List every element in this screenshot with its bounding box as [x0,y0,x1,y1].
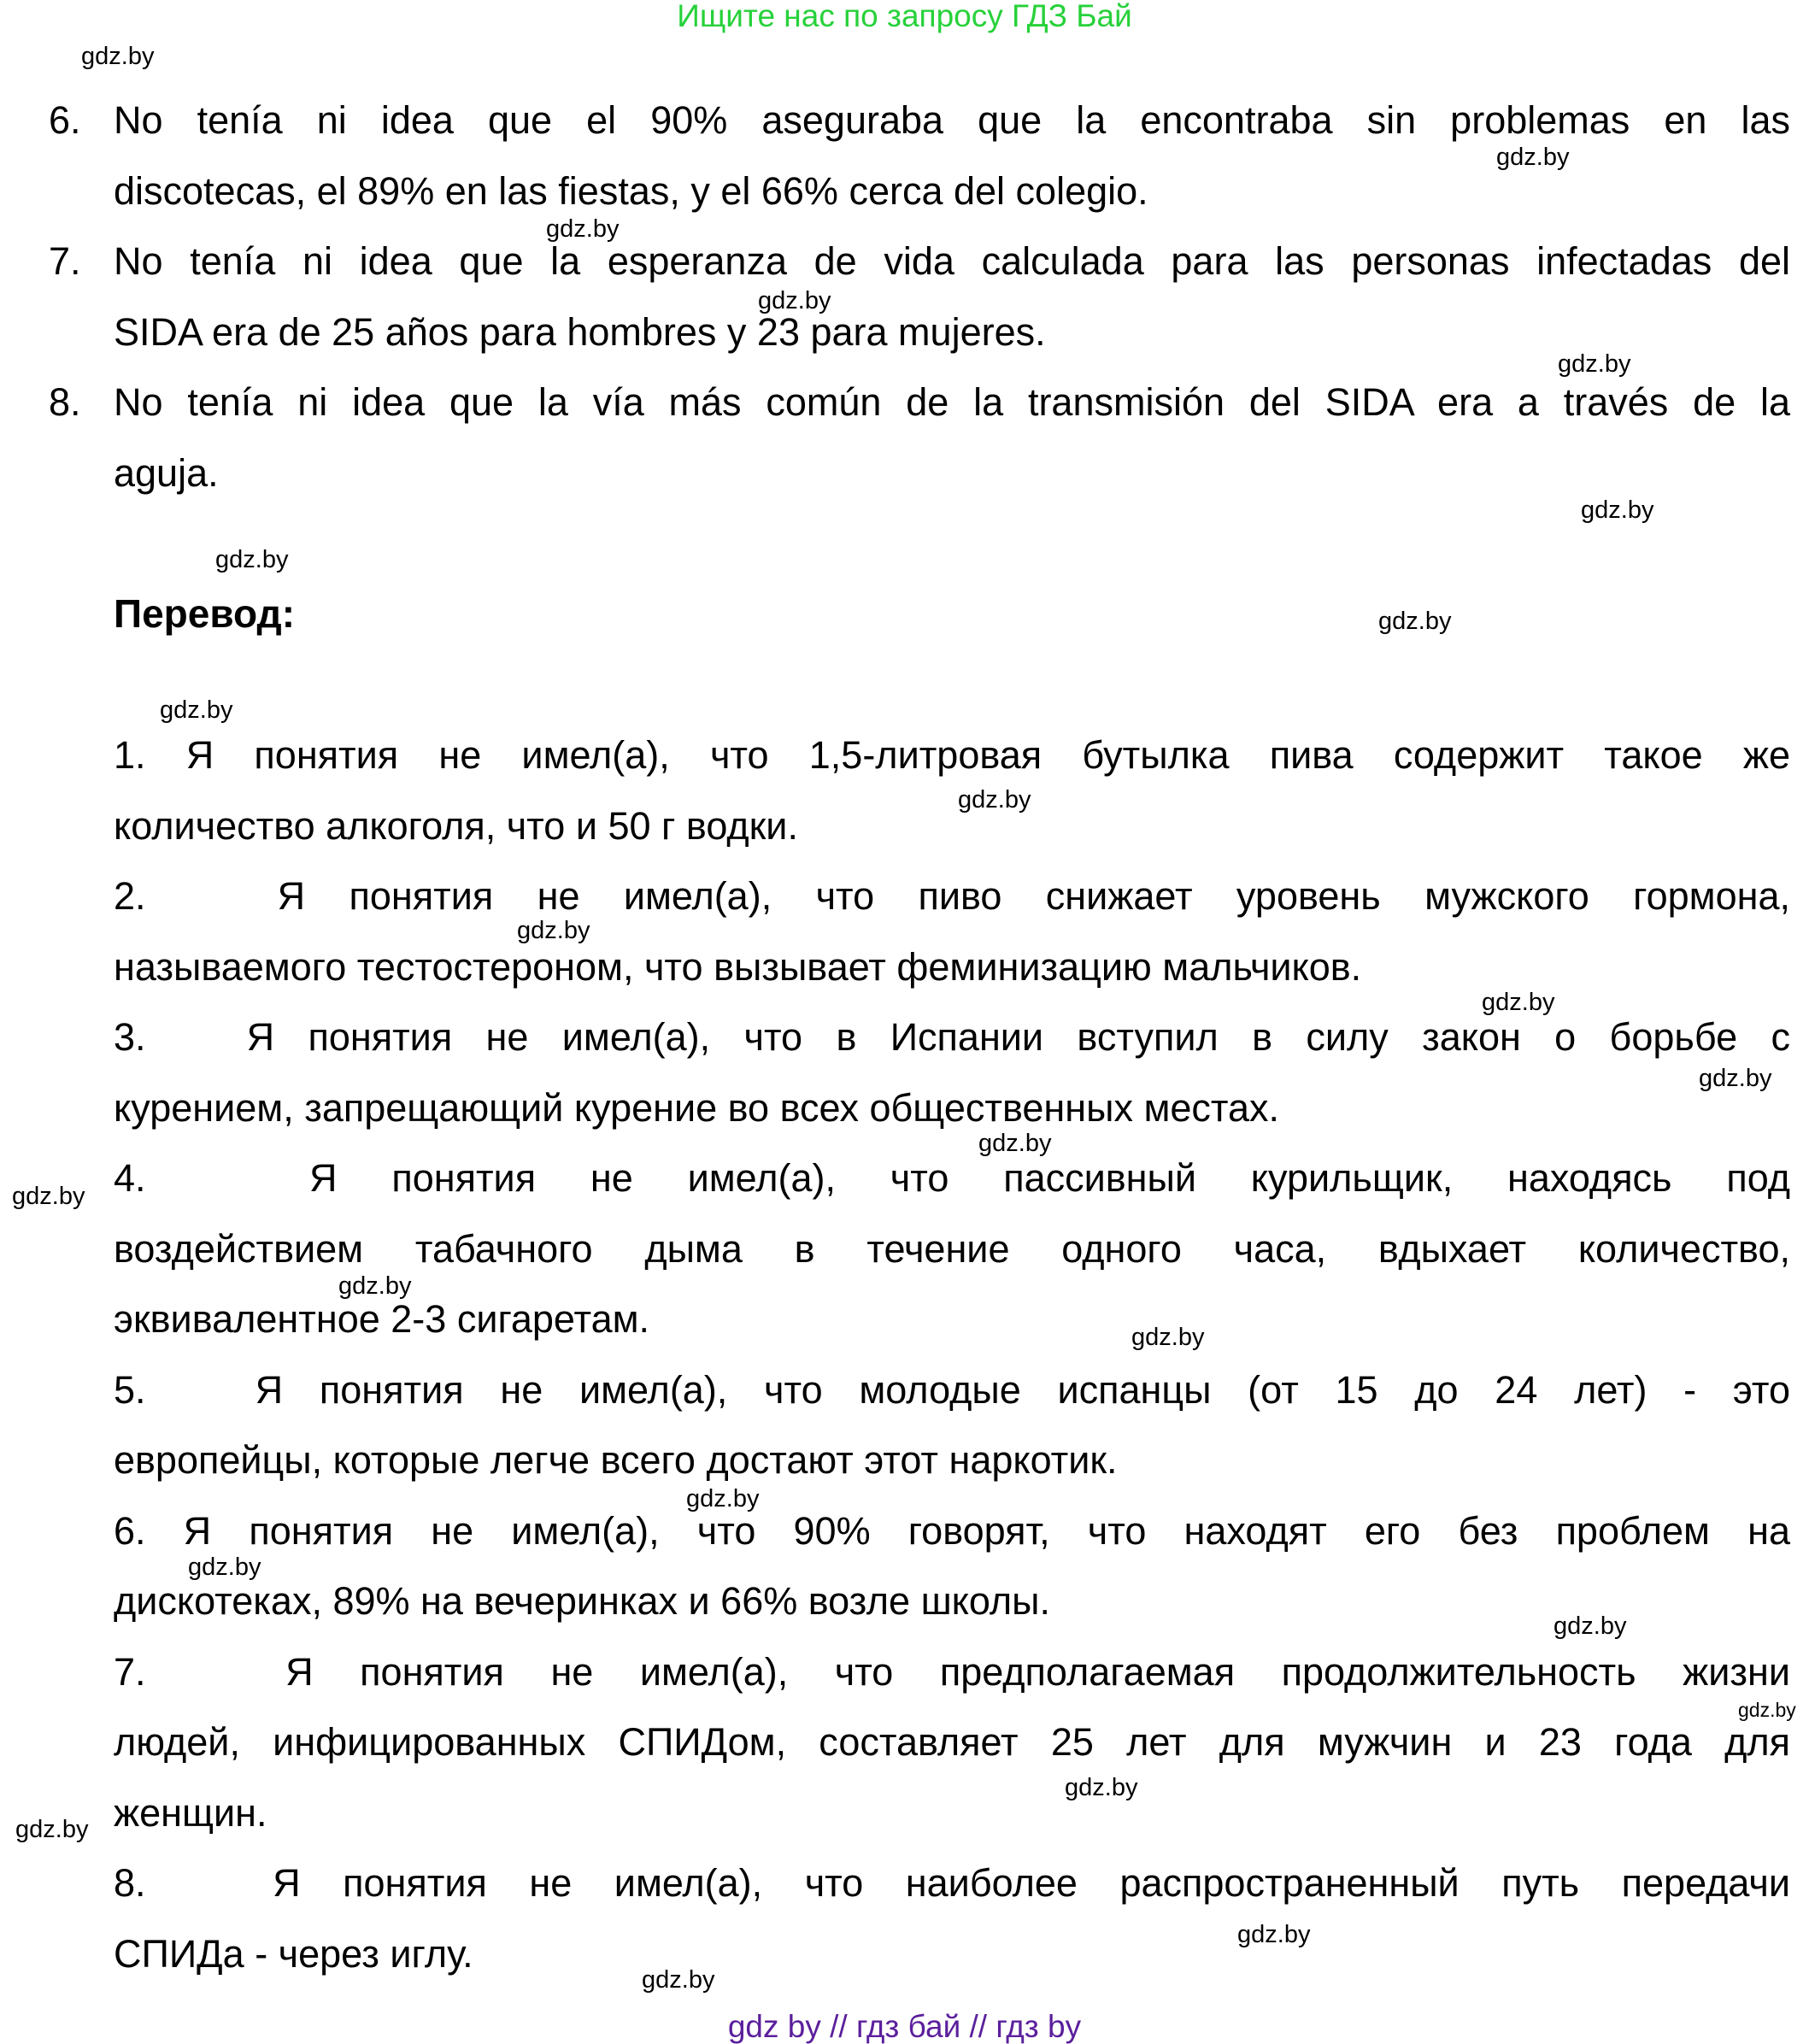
text-line: людей, инфицированных СПИДом, составляет 25 лет для мужчин и 23 года для [114,1720,1790,1764]
text-line: курением, запрещающий курение во всех общественных местах. [114,1085,1280,1130]
footer-links[interactable]: gdz by // гдз бай // гдз by [727,2009,1082,2044]
watermark: gdz.by [1482,989,1555,1016]
text-line: 1. Я понятия не имел(а), что 1,5-литровая бутылка пива содержит такое же [114,733,1790,777]
watermark: gdz.by [338,1272,412,1300]
text-line: aguja. [114,450,219,495]
translation-item [114,1637,1790,1849]
watermark: gdz.by [958,786,1031,813]
translation-title: Перевод: [114,591,296,636]
watermark: gdz.by [1237,1921,1311,1948]
spanish-item [49,367,1790,508]
watermark: gdz.by [188,1554,261,1581]
watermark: gdz.by [546,215,620,243]
item-number: 7. [49,239,81,283]
text-line: 3. Я понятия не имел(а), что в Испании вступил в силу закон о борьбе с [114,1015,1790,1059]
watermark: gdz.by [1558,350,1631,378]
text-line: discotecas, el 89% en las fiestas, y el 66% cerca del colegio. [114,168,1148,213]
translation-item [114,1143,1790,1355]
watermark: gdz.by [686,1485,760,1512]
watermark: gdz.by [642,1966,715,1994]
translation-item [114,1496,1790,1637]
watermark: gdz.by [1131,1324,1205,1351]
watermark: gdz.by [1738,1699,1796,1721]
search-hint-banner: Ищите нас по запросу ГДЗ Бай [677,0,1132,33]
text-line: СПИДа - через иглу. [114,1931,473,1976]
watermark: gdz.by [978,1130,1052,1157]
translation-item [114,720,1790,861]
translation-items [114,720,1790,1989]
text-line: 2. Я понятия не имел(а), что пиво снижает уровень мужского гормона, [114,874,1790,918]
watermark: gdz.by [1496,144,1570,171]
translation-item [114,1355,1790,1496]
item-number: 6. [49,98,81,142]
text-line: дискотеках, 89% на вечеринках и 66% возле школы. [114,1579,1051,1623]
translation-item [114,1002,1790,1143]
watermark: gdz.by [1699,1065,1772,1092]
watermark: gdz.by [517,917,590,944]
text-line: количество алкоголя, что и 50 г водки. [114,803,798,848]
watermark: gdz.by [12,1183,85,1210]
text-line: европейцы, которые легче всего достают этот наркотик. [114,1438,1118,1482]
text-line: 6. Я понятия не имел(а), что 90% говорят, что находят его без проблем на [114,1508,1790,1553]
text-line: 7. Я понятия не имел(а), что предполагаемая продолжительность жизни [114,1649,1790,1694]
text-line: No tenía ni idea que la vía más común de la transmisión del SIDA era a través de la [114,380,1790,424]
text-line: 8. Я понятия не имел(а), что наиболее распространенный путь передачи [114,1861,1790,1905]
watermark: gdz.by [1581,496,1654,524]
spanish-item [49,226,1790,367]
text-line: называемого тестостероном, что вызывает феминизацию мальчиков. [114,944,1362,989]
translation-item [114,1848,1790,1989]
item-number: 8. [49,380,81,424]
watermark: gdz.by [215,546,289,573]
translation-item [114,861,1790,1002]
text-line: SIDA era de 25 años para hombres y 23 para mujeres. [114,309,1046,354]
text-line: 5. Я понятия не имел(а), что молодые испанцы (от 15 до 24 лет) - это [114,1367,1790,1412]
text-line: No tenía ni idea que el 90% aseguraba que la encontraba sin problemas en las [114,98,1790,142]
watermark: gdz.by [1378,608,1452,635]
text-line: эквивалентное 2-3 сигаретам. [114,1297,650,1341]
watermark: gdz.by [160,696,233,724]
watermark: gdz.by [1065,1774,1138,1801]
watermark: gdz.by [81,43,155,70]
text-line: воздействием табачного дыма в течение одного часа, вдыхает количество, [114,1226,1790,1271]
watermark: gdz.by [1554,1612,1627,1640]
text-line: 4. Я понятия не имел(а), что пассивный курильщик, находясь под [114,1156,1790,1200]
watermark: gdz.by [758,287,831,314]
text-line: No tenía ni idea que la esperanza de vida calculada para las personas infectadas del [114,239,1790,283]
text-line: женщин. [114,1790,267,1835]
watermark: gdz.by [15,1816,89,1843]
